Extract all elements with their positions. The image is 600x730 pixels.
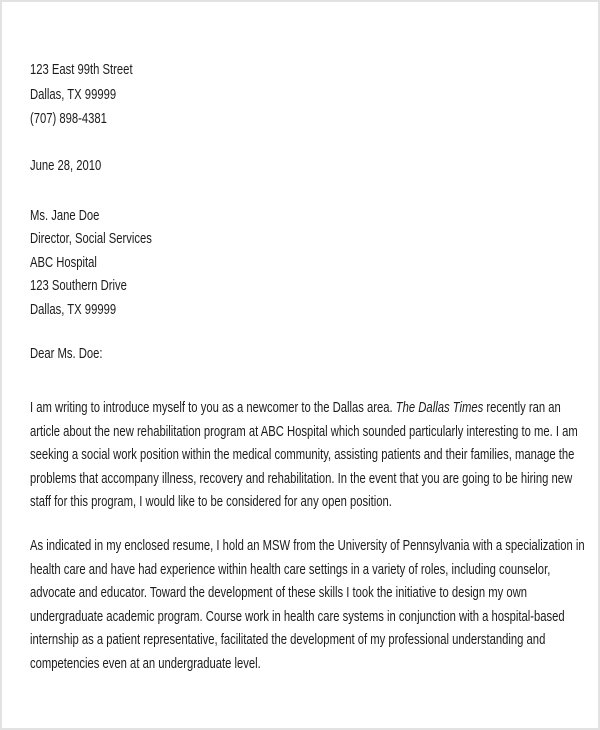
address-line: 123 Southern Drive	[30, 277, 127, 295]
address-line: Ms. Jane Doe	[30, 207, 100, 224]
text-segment: recently ran an article about the new rehabilitation program at ABC Hospital which sounded particularly interesting to me. I am seeking a social work position within the medical community, assisting patients and their families, manage the problems that accompany illness, recovery and rehabilitation. In the event that you are going to be hiring new staff for this program, I would like to be considered for any open position.	[30, 399, 578, 511]
text-segment: As indicated in my enclosed resume, I hold an MSW from the University of Pennsylvania with a specialization in health care and have had experience within health care settings in a variety of roles, including counselor, advocate and educator. Toward the development of these skills I took the initiative to design my own undergraduate academic program. Course work in health care systems in conjunction with a hospital-based internship as a patient representative, facilitated the development of my professional understanding and competencies even at an undergraduate level.	[30, 537, 585, 672]
text-segment: I am writing to introduce myself to you as a newcomer to the Dallas area.	[30, 399, 396, 417]
recipient-address-block	[30, 204, 587, 321]
salutation: Dear Ms. Doe:	[30, 345, 103, 363]
sender-address-block	[30, 58, 587, 132]
italic-text-segment: The Dallas Times	[395, 399, 484, 417]
body-paragraph-1	[30, 396, 587, 513]
address-line: Director, Social Services	[30, 230, 152, 248]
address-line: Dallas, TX 99999	[30, 85, 117, 103]
address-line: (707) 898-4381	[30, 110, 107, 127]
address-line: ABC Hospital	[30, 253, 97, 271]
letter-date: June 28, 2010	[30, 156, 102, 174]
letter-content	[30, 58, 587, 675]
address-line: Dallas, TX 99999	[30, 300, 117, 318]
address-line: 123 East 99th Street	[30, 61, 133, 78]
body-paragraph-2	[30, 534, 587, 674]
